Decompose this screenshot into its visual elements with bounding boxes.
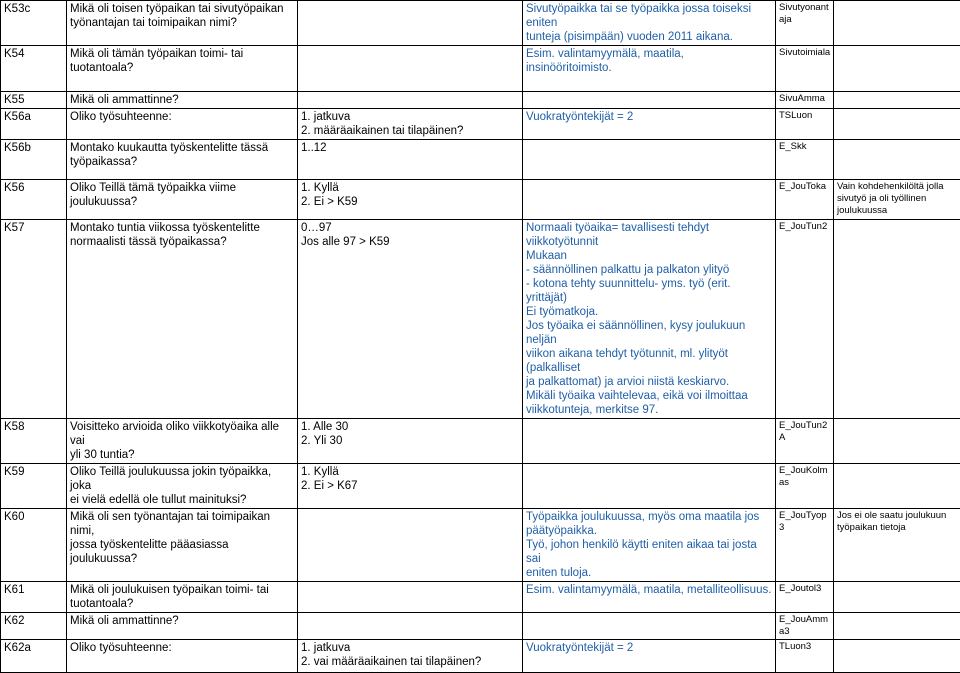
question-id-cell [1, 140, 67, 180]
extra-note-cell [834, 464, 960, 509]
variable-name: E_Joutol3 [779, 583, 830, 595]
question-text-cell [67, 613, 298, 640]
instruction-note-cell [523, 582, 776, 613]
question-text-cell [67, 1, 298, 46]
extra-note-cell [834, 640, 960, 673]
question-id: K56b [4, 142, 31, 154]
instruction-note-cell [523, 1, 776, 46]
instruction-note: päätyöpaikka. [526, 524, 772, 538]
extra-note-cell [834, 180, 960, 220]
question-id: K59 [4, 466, 24, 478]
question-id-cell [1, 220, 67, 419]
variable-name: SivuAmma [779, 93, 830, 105]
instruction-note: - säännöllinen palkattu ja palkaton ylityö [526, 263, 772, 277]
extra-note-cell [834, 1, 960, 46]
variable-name-cell [776, 640, 834, 673]
instruction-note: Mikäli työaika vaihtelevaa, eikä voi ilmoittaa [526, 389, 772, 403]
instruction-note: viikon aikana tehdyt työtunnit, ml. ylityöt (palkalliset [526, 347, 772, 375]
instruction-note-cell [523, 46, 776, 92]
answer-options: 2. vai määräaikainen tai tilapäinen? [301, 655, 519, 669]
instruction-note-cell [523, 464, 776, 509]
variable-name: E_JouKolm [779, 465, 830, 477]
extra-note: Vain kohdehenkilöltä jolla [837, 181, 957, 193]
extra-note: Jos ei ole saatu joulukuun [837, 510, 957, 522]
answer-options-cell [298, 640, 523, 673]
extra-note: työpaikan tietoja [837, 522, 957, 534]
table-row [1, 1, 960, 46]
question-text: Mikä oli toisen työpaikan tai sivutyöpaikan [70, 2, 294, 16]
variable-name: a3 [779, 626, 830, 638]
variable-name-cell [776, 140, 834, 180]
variable-name: Sivutoimiala [779, 47, 830, 59]
question-text-cell [67, 180, 298, 220]
instruction-note: Normaali työaika= tavallisesti tehdyt viikkotyötunnit [526, 221, 772, 249]
question-text: normaalisti tässä työpaikassa? [70, 235, 294, 249]
question-text: ei vielä edellä ole tullut mainituksi? [70, 493, 294, 507]
question-id: K57 [4, 222, 24, 234]
variable-name: TLuon3 [779, 641, 830, 653]
answer-options-cell [298, 92, 523, 109]
instruction-note: Sivutyöpaikka tai se työpaikka jossa toiseksi eniten [526, 2, 772, 30]
variable-name: E_JouTun2 [779, 420, 830, 432]
answer-options: Jos alle 97 > K59 [301, 235, 519, 249]
question-text-cell [67, 582, 298, 613]
variable-name-cell [776, 1, 834, 46]
question-id: K53c [4, 3, 30, 15]
question-id-cell [1, 509, 67, 582]
question-text: Voisitteko arvioida oliko viikkotyöaika alle vai [70, 420, 294, 448]
variable-name: E_JouTun2 [779, 221, 830, 233]
table-row [1, 140, 960, 180]
question-text: Oliko Teillä tämä työpaikka viime joulukuussa? [70, 181, 294, 209]
table-row [1, 509, 960, 582]
question-text-cell [67, 109, 298, 140]
table-row [1, 109, 960, 140]
question-text: yli 30 tuntia? [70, 448, 294, 462]
answer-options: 0…97 [301, 221, 519, 235]
question-text: Oliko työsuhteenne: [70, 641, 294, 655]
question-text-cell [67, 464, 298, 509]
question-id-cell [1, 640, 67, 673]
extra-note-cell [834, 613, 960, 640]
extra-note: sivutyö ja oli työllinen [837, 193, 957, 205]
question-text: tuotantoala? [70, 597, 294, 611]
instruction-note: Jos työaika ei säännöllinen, kysy joulukuun neljän [526, 319, 772, 347]
instruction-note: tunteja (pisimpään) vuoden 2011 aikana. [526, 30, 772, 44]
answer-options-cell [298, 1, 523, 46]
answer-options: 2. Ei > K59 [301, 195, 519, 209]
variable-name: A [779, 432, 830, 444]
variable-name-cell [776, 180, 834, 220]
question-text: Mikä oli sen työnantajan tai toimipaikan nimi, [70, 510, 294, 538]
question-text: Oliko Teillä joulukuussa jokin työpaikka, joka [70, 465, 294, 493]
question-id: K55 [4, 94, 24, 106]
question-text: Mikä oli ammattinne? [70, 614, 294, 628]
question-text: Montako tuntia viikossa työskentelitte [70, 221, 294, 235]
extra-note-cell [834, 582, 960, 613]
instruction-note-cell [523, 419, 776, 464]
table-row [1, 46, 960, 92]
extra-note-cell [834, 92, 960, 109]
answer-options: 1. Kyllä [301, 465, 519, 479]
instruction-note-cell [523, 109, 776, 140]
question-id-cell [1, 464, 67, 509]
question-id: K60 [4, 511, 24, 523]
question-id-cell [1, 92, 67, 109]
variable-name-cell [776, 92, 834, 109]
table-row [1, 220, 960, 419]
instruction-note-cell [523, 180, 776, 220]
answer-options-cell [298, 582, 523, 613]
question-text-cell [67, 640, 298, 673]
answer-options-cell [298, 180, 523, 220]
question-id-cell [1, 1, 67, 46]
answer-options: 1. Alle 30 [301, 420, 519, 434]
answer-options-cell [298, 140, 523, 180]
answer-options-cell [298, 220, 523, 419]
question-id-cell [1, 419, 67, 464]
instruction-note: Mukaan [526, 249, 772, 263]
question-text: tuotantoala? [70, 61, 294, 75]
table-row [1, 180, 960, 220]
answer-options-cell [298, 46, 523, 92]
table-row [1, 582, 960, 613]
instruction-note: Ei työmatkoja. [526, 305, 772, 319]
question-text-cell [67, 419, 298, 464]
question-id: K54 [4, 48, 24, 60]
question-text-cell [67, 509, 298, 582]
table-row [1, 640, 960, 673]
instruction-note-cell [523, 220, 776, 419]
question-text: Mikä oli joulukuisen työpaikan toimi- tai [70, 583, 294, 597]
variable-name-cell [776, 220, 834, 419]
answer-options: 2. määräaikainen tai tilapäinen? [301, 124, 519, 138]
variable-name-cell [776, 109, 834, 140]
variable-name: 3 [779, 522, 830, 534]
answer-options-cell [298, 109, 523, 140]
question-id: K56a [4, 111, 31, 123]
variable-name: as [779, 477, 830, 489]
answer-options-cell [298, 464, 523, 509]
instruction-note: viikkotunteja, merkitse 97. [526, 403, 772, 417]
question-text: jossa työskentelitte pääasiassa joulukuussa? [70, 538, 294, 566]
variable-name: E_JouTyop [779, 510, 830, 522]
answer-options-cell [298, 419, 523, 464]
instruction-note: Vuokratyöntekijät = 2 [526, 110, 772, 124]
question-text: työpaikassa? [70, 155, 294, 169]
question-text-cell [67, 46, 298, 92]
question-text-cell [67, 92, 298, 109]
extra-note-cell [834, 46, 960, 92]
table-row [1, 613, 960, 640]
instruction-note-cell [523, 640, 776, 673]
question-id: K61 [4, 584, 24, 596]
question-text-cell [67, 220, 298, 419]
question-text: Mikä oli ammattinne? [70, 93, 294, 107]
variable-name-cell [776, 46, 834, 92]
answer-options: 1. Kyllä [301, 181, 519, 195]
instruction-note-cell [523, 509, 776, 582]
answer-options-cell [298, 613, 523, 640]
variable-name: E_JouToka [779, 181, 830, 193]
answer-options-cell [298, 509, 523, 582]
question-id: K58 [4, 421, 24, 433]
instruction-note: Esim. valintamyymälä, maatila, metalliteollisuus. [526, 583, 772, 597]
question-id-cell [1, 582, 67, 613]
extra-note-cell [834, 419, 960, 464]
instruction-note-cell [523, 92, 776, 109]
variable-name: Sivutyonant [779, 2, 830, 14]
variable-name: E_Skk [779, 141, 830, 153]
variable-name: E_JouAmm [779, 614, 830, 626]
extra-note-cell [834, 220, 960, 419]
instruction-note: Esim. valintamyymälä, maatila, insinööritoimisto. [526, 47, 772, 75]
variable-name-cell [776, 419, 834, 464]
variable-name: aja [779, 14, 830, 26]
instruction-note: Vuokratyöntekijät = 2 [526, 641, 772, 655]
instruction-note: - kotona tehty suunnittelu- yms. työ (erit. yrittäjät) [526, 277, 772, 305]
answer-options: 1..12 [301, 141, 519, 155]
answer-options: 2. Ei > K67 [301, 479, 519, 493]
question-id-cell [1, 109, 67, 140]
variable-name-cell [776, 509, 834, 582]
question-text: työnantajan tai toimipaikan nimi? [70, 16, 294, 30]
extra-note: joulukuussa [837, 205, 957, 217]
instruction-note: Työpaikka joulukuussa, myös oma maatila jos [526, 510, 772, 524]
question-id: K56 [4, 182, 24, 194]
instruction-note: eniten tuloja. [526, 566, 772, 580]
instruction-note: ja palkattomat) ja arvioi niistä keskiarvo. [526, 375, 772, 389]
variable-name: TSLuon [779, 110, 830, 122]
instruction-note-cell [523, 140, 776, 180]
table-row [1, 464, 960, 509]
question-id: K62a [4, 642, 31, 654]
question-id-cell [1, 180, 67, 220]
table-row [1, 92, 960, 109]
answer-options: 1. jatkuva [301, 110, 519, 124]
question-text: Mikä oli tämän työpaikan toimi- tai [70, 47, 294, 61]
question-id: K62 [4, 615, 24, 627]
answer-options: 1. jatkuva [301, 641, 519, 655]
instruction-note: Työ, johon henkilö käytti eniten aikaa tai josta sai [526, 538, 772, 566]
instruction-note-cell [523, 613, 776, 640]
extra-note-cell [834, 109, 960, 140]
question-text: Oliko työsuhteenne: [70, 110, 294, 124]
answer-options: 2. Yli 30 [301, 434, 519, 448]
question-id-cell [1, 46, 67, 92]
variable-name-cell [776, 582, 834, 613]
question-text: Montako kuukautta työskentelitte tässä [70, 141, 294, 155]
question-text-cell [67, 140, 298, 180]
extra-note-cell [834, 509, 960, 582]
variable-name-cell [776, 613, 834, 640]
table-row [1, 419, 960, 464]
extra-note-cell [834, 140, 960, 180]
question-id-cell [1, 613, 67, 640]
variable-name-cell [776, 464, 834, 509]
